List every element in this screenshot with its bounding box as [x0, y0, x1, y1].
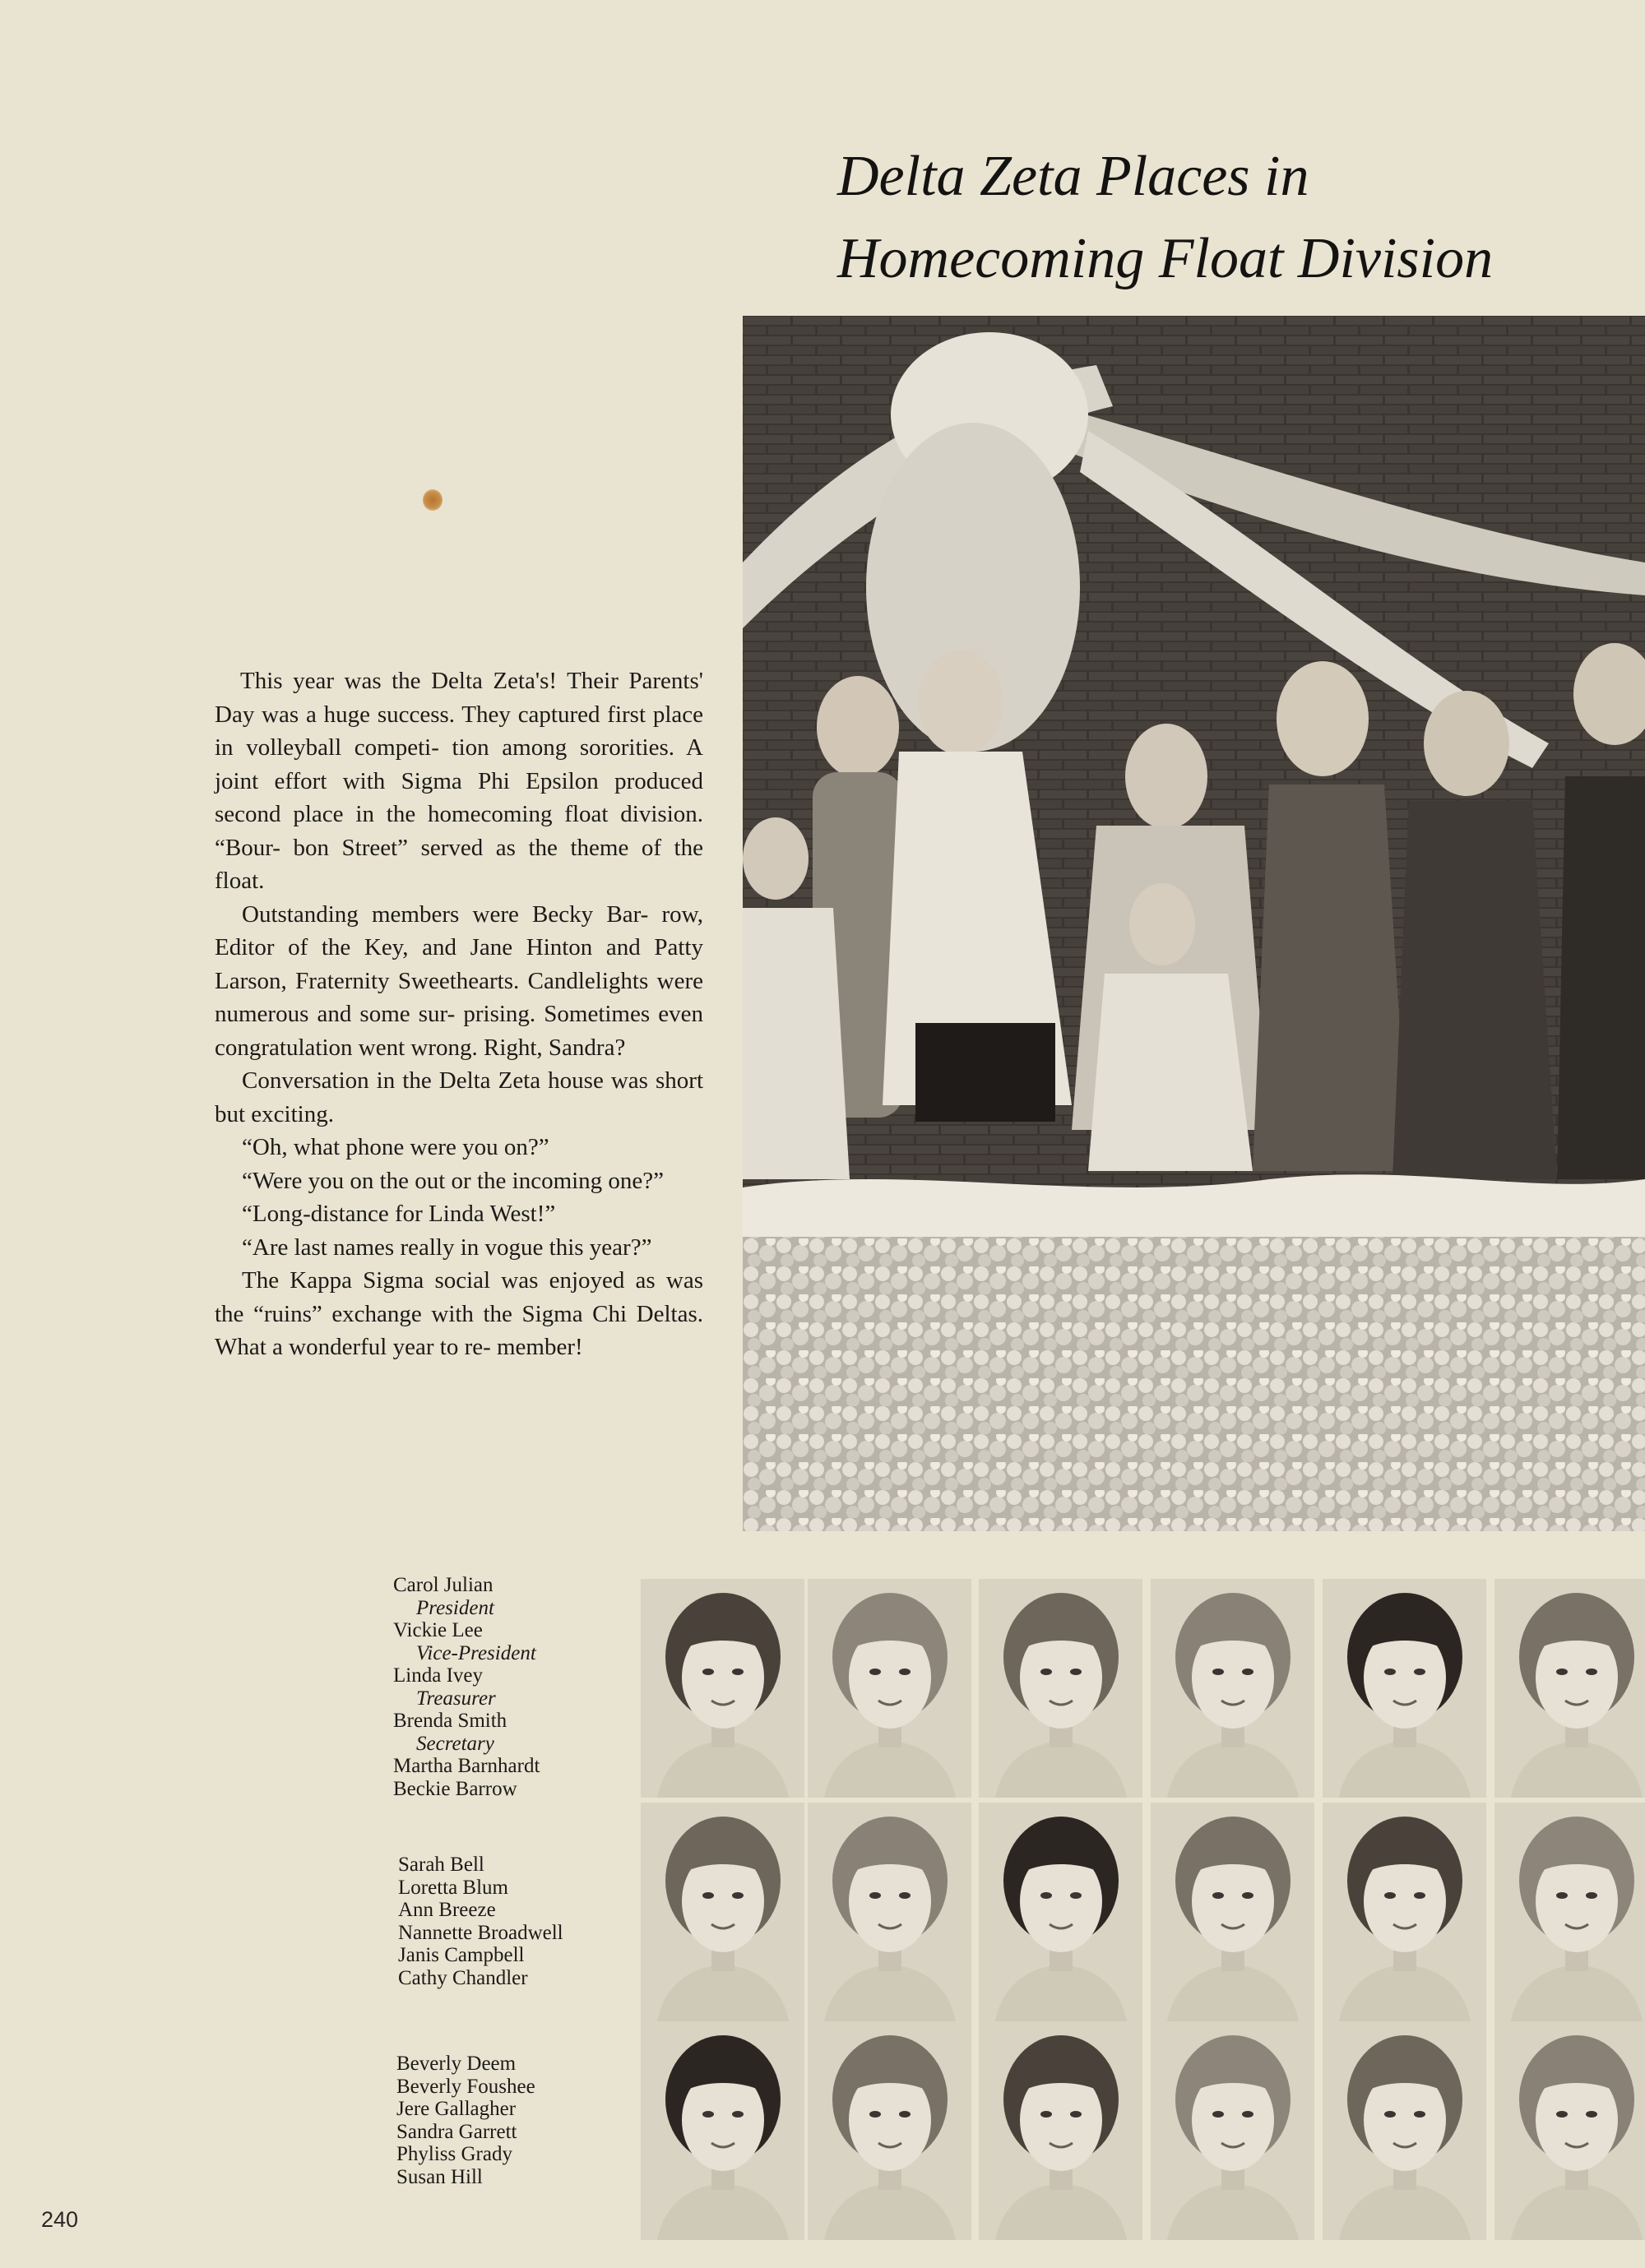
member-name: Beverly Deem — [396, 2053, 517, 2075]
article-paragraph: “Were you on the out or the incoming one?” — [242, 1167, 665, 1194]
member-name: Sarah Bell — [398, 1854, 484, 1876]
article-paragraph: “Oh, what phone were you on?” — [242, 1134, 549, 1160]
member-name: Nannette Broadwell — [398, 1921, 563, 1944]
member-name: Loretta Blum — [398, 1876, 508, 1899]
member-name: Carol Julian — [393, 1574, 494, 1596]
member-portrait — [979, 1803, 1142, 2021]
article-paragraph: Conversation in the Delta Zeta house was short but exciting. — [215, 1067, 703, 1127]
member-portrait — [1151, 2021, 1314, 2240]
float-photo — [743, 316, 1645, 1531]
member-name: Brenda Smith — [393, 1710, 507, 1732]
member-portrait — [979, 2021, 1142, 2240]
member-name: Linda Ivey — [393, 1664, 483, 1687]
paper-stain — [423, 489, 443, 511]
article-paragraph: “Long-distance for Linda West!” — [242, 1201, 556, 1227]
member-role: Treasurer — [416, 1687, 496, 1710]
member-portrait — [1494, 1579, 1645, 1798]
member-name: Cathy Chandler — [398, 1966, 528, 1989]
member-name: Susan Hill — [396, 2165, 483, 2188]
member-name: Beckie Barrow — [393, 1777, 517, 1800]
member-portrait — [641, 1803, 804, 2021]
member-portrait-grid — [641, 1579, 1645, 2237]
member-portrait — [641, 1579, 804, 1798]
member-portrait — [1323, 1803, 1486, 2021]
member-portrait — [979, 1579, 1142, 1798]
member-name: Sandra Garrett — [396, 2120, 517, 2143]
page-number: 240 — [41, 2207, 79, 2232]
page-title-line-2: Homecoming Float Division — [837, 227, 1494, 290]
member-role: Secretary — [416, 1732, 494, 1755]
member-portrait — [808, 1803, 971, 2021]
page-title-line-1: Delta Zeta Places in — [837, 145, 1309, 208]
member-name: Janis Campbell — [398, 1944, 525, 1966]
member-portrait — [641, 2021, 804, 2240]
article-text — [215, 664, 703, 1364]
member-portrait — [1151, 1579, 1314, 1798]
member-portrait — [1494, 2021, 1645, 2240]
article-paragraph: The Kappa Sigma social was enjoyed as was the “ruins” exchange with the Sigma Chi Deltas. What a wonderful year to re- member! — [215, 1267, 703, 1360]
member-portrait — [1494, 1803, 1645, 2021]
member-portrait — [1323, 2021, 1486, 2240]
member-role: Vice-President — [416, 1641, 536, 1664]
roster-row-2 — [398, 1854, 563, 1989]
page-title — [837, 136, 1627, 300]
member-name: Martha Barnhardt — [393, 1755, 540, 1777]
member-role: President — [416, 1596, 494, 1619]
member-name: Ann Breeze — [398, 1899, 496, 1921]
roster-row-1 — [393, 1574, 540, 1800]
member-name: Jere Gallagher — [396, 2098, 517, 2120]
article-paragraph: Outstanding members were Becky Bar- row, Editor of the Key, and Jane Hinton and Patty Larson, Fraternity Sweethearts. Candlelights were numerous and some sur- prising. Sometimes even congratulation went wrong. Right, Sandra? — [215, 900, 703, 1061]
roster-row-3 — [396, 2053, 535, 2188]
member-portrait — [808, 2021, 971, 2240]
member-portrait — [808, 1579, 971, 1798]
member-name: Vickie Lee — [393, 1619, 483, 1641]
article-paragraph: This year was the Delta Zeta's! Their Parents' Day was a huge success. They captured first place in volleyball competi- tion among sororities. A joint effort with Sigma Phi Epsilon produced second place in the homecoming float division. “Bour- bon Street” served as the theme of the float. — [215, 668, 703, 894]
member-portrait — [1323, 1579, 1486, 1798]
article-paragraph: “Are last names really in vogue this year?” — [242, 1234, 652, 1261]
member-portrait — [1151, 1803, 1314, 2021]
member-name: Beverly Foushee — [396, 2075, 535, 2098]
member-name: Phyliss Grady — [396, 2143, 512, 2165]
